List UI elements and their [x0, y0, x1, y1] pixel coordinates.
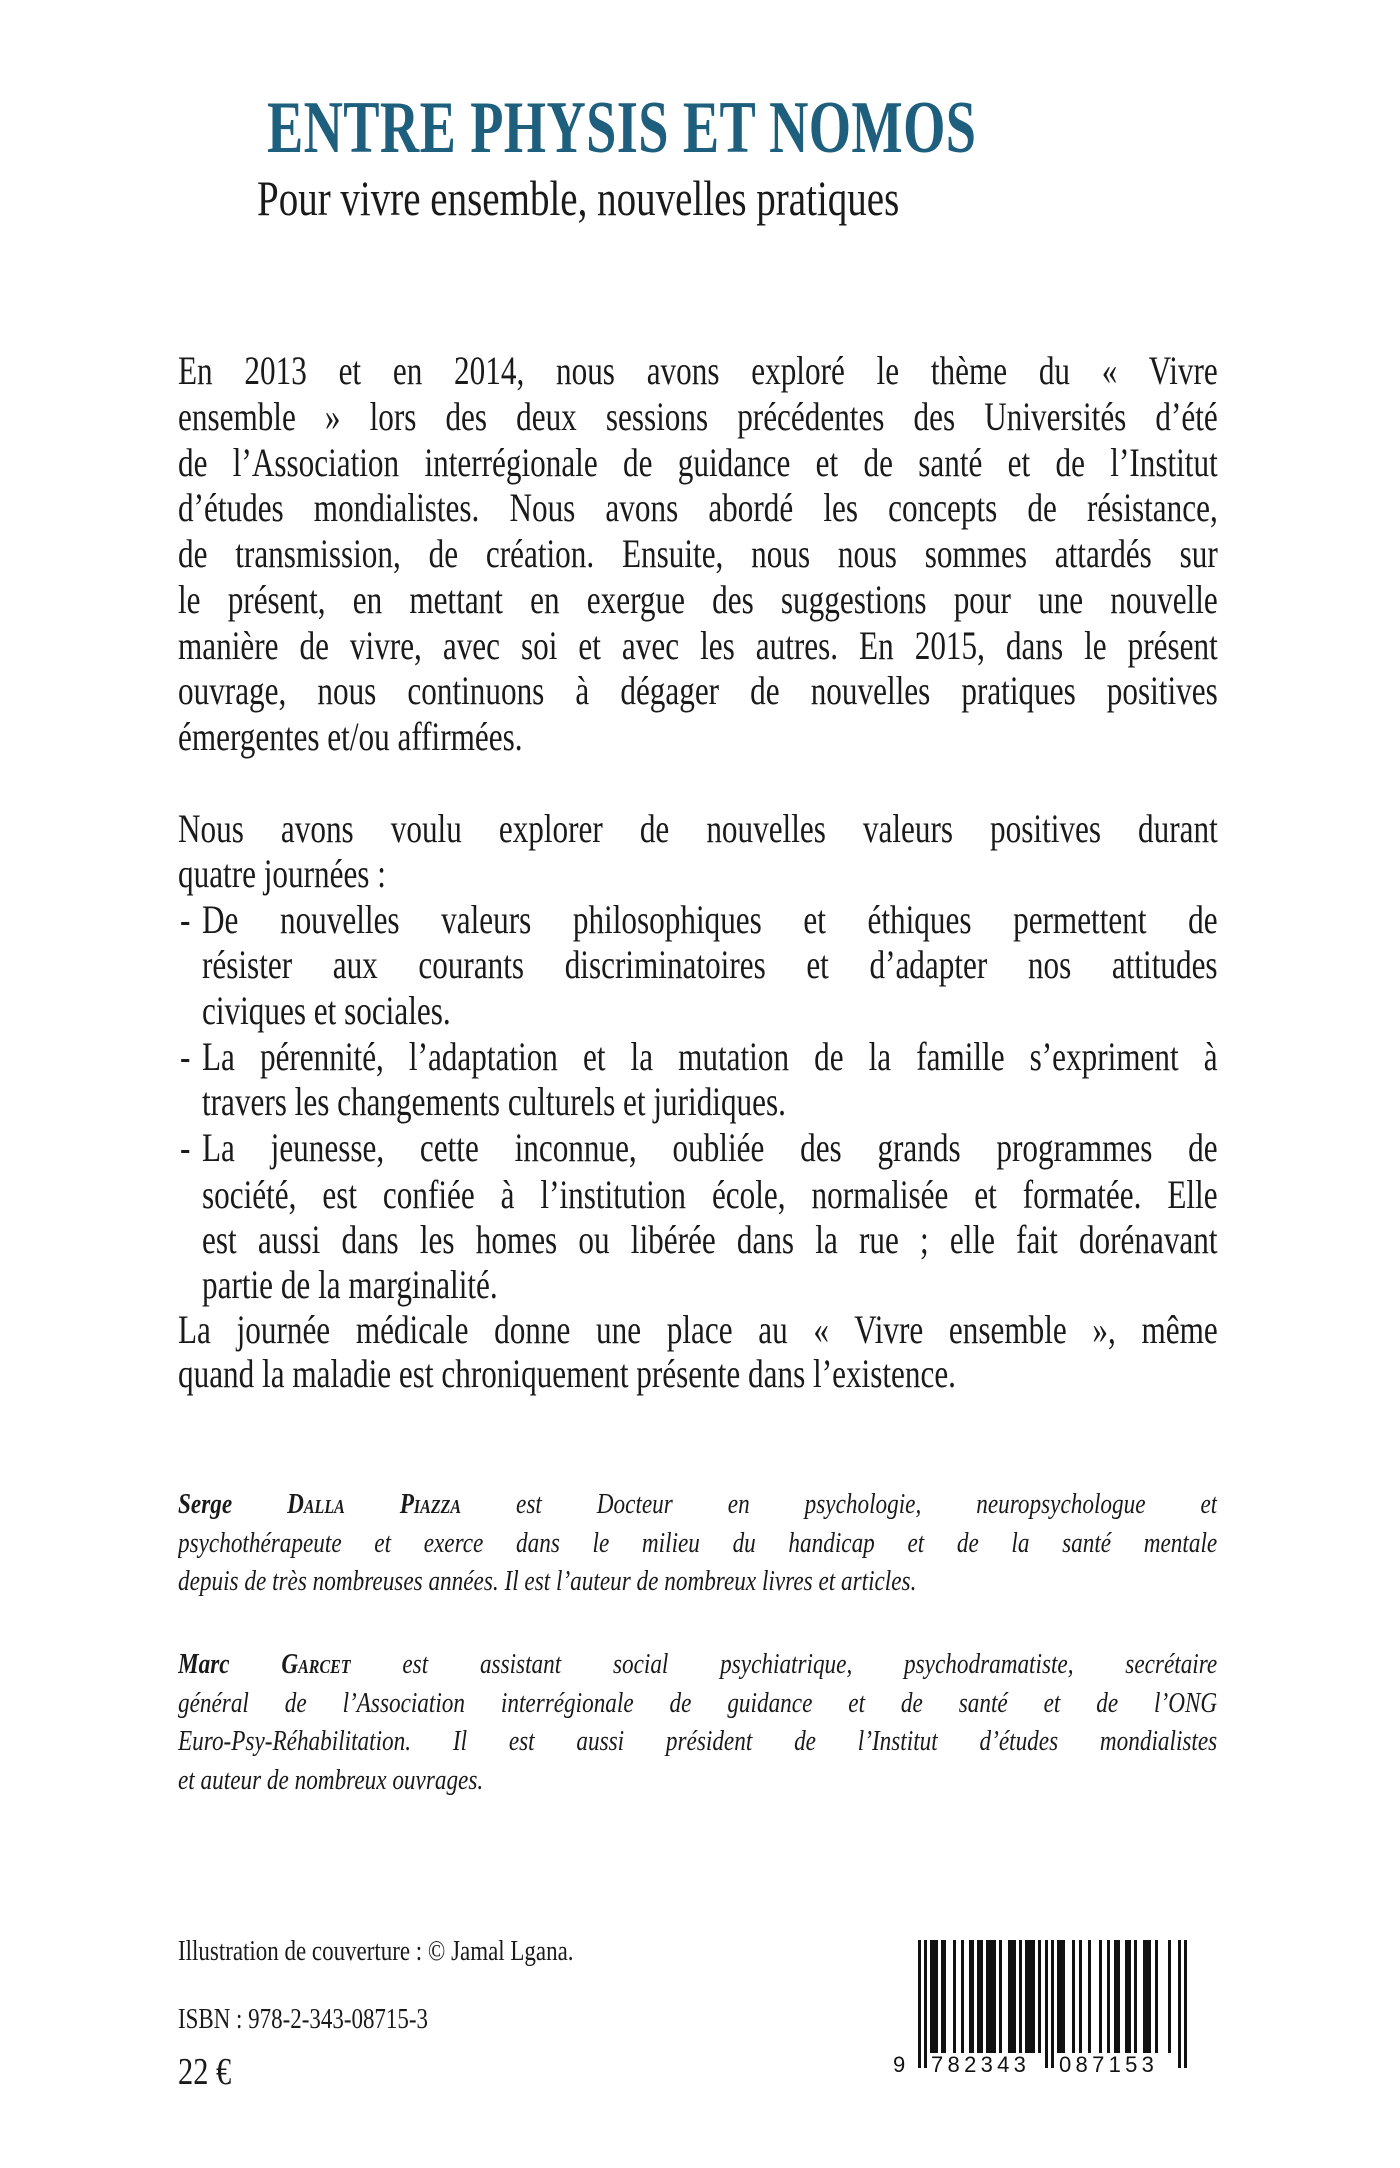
list-item-line: civiques et sociales. — [202, 988, 451, 1033]
author-last-name: Dalla Piazza — [287, 1488, 462, 1520]
list-item-line: travers les changements culturels et juridiques. — [202, 1079, 786, 1124]
paragraph-line: le présent, en mettant en exergue des suggestions pour une nouvelle — [178, 577, 1218, 622]
author-last-name: Garcet — [281, 1648, 351, 1680]
list-item-line: société, est confiée à l’institution école, normalisée et formatée. Elle — [202, 1172, 1218, 1217]
list-item-line: De nouvelles valeurs philosophiques et éthiques permettent de — [202, 897, 1218, 942]
author-bio-line — [178, 1645, 1217, 1683]
author-bio-text: est Docteur en psychologie, neuropsychologue et — [516, 1488, 1218, 1520]
author-bio-line: psychothérapeute et exerce dans le milieu du handicap et de la santé mentale — [178, 1527, 1218, 1559]
barcode-digit-first: 9 — [893, 2052, 906, 2077]
paragraph-line: émergentes et/ou affirmées. — [178, 714, 523, 759]
list-item-line: partie de la marginalité. — [202, 1262, 498, 1307]
list-dash: - — [180, 897, 191, 942]
list-item-line: est aussi dans les homes ou libérée dans la rue ; elle fait dorénavant — [202, 1217, 1218, 1262]
list-item-line: La jeunesse, cette inconnue, oubliée des grands programmes de — [202, 1125, 1218, 1170]
book-subtitle: Pour vivre ensemble, nouvelles pratiques — [257, 170, 900, 226]
paragraph-line: Nous avons voulu explorer de nouvelles valeurs positives durant — [178, 806, 1218, 851]
list-item-line: La pérennité, l’adaptation et la mutation de la famille s’expriment à — [202, 1034, 1218, 1079]
author-bio-line: général de l’Association interrégionale de guidance et de santé et de l’ONG — [178, 1687, 1218, 1719]
list-dash: - — [180, 1034, 191, 1079]
author-bio-line: depuis de très nombreuses années. Il est l’auteur de nombreux livres et articles. — [178, 1565, 917, 1597]
paragraph-line: manière de vivre, avec soi et avec les autres. En 2015, dans le présent — [178, 623, 1218, 668]
author-bio-line: et auteur de nombreux ouvrages. — [178, 1764, 484, 1796]
paragraph-line: de transmission, de création. Ensuite, nous nous sommes attardés sur — [178, 531, 1218, 576]
isbn: ISBN : 978-2-343-08715-3 — [178, 2004, 428, 2035]
author-first-name: Serge — [178, 1488, 233, 1520]
price: 22 € — [178, 2051, 232, 2093]
paragraph-line: En 2013 et en 2014, nous avons exploré le thème du « Vivre — [178, 348, 1218, 393]
isbn-barcode — [893, 1940, 1203, 2090]
paragraph-line: ouvrage, nous continuons à dégager de nouvelles pratiques positives — [178, 668, 1218, 713]
paragraph-line: de l’Association interrégionale de guidance et de santé et de l’Institut — [178, 440, 1218, 485]
author-bio-text: est assistant social psychiatrique, psychodramatiste, secrétaire — [402, 1648, 1218, 1680]
illustration-credit: Illustration de couverture : © Jamal Lgana. — [178, 1936, 574, 1967]
list-item-line: résister aux courants discriminatoires et d’adapter nos attitudes — [202, 942, 1218, 987]
author-bio-line — [178, 1485, 1217, 1523]
book-title: ENTRE PHYSIS ET NOMOS — [267, 87, 977, 169]
paragraph-line: quand la maladie est chroniquement présente dans l’existence. — [178, 1351, 956, 1396]
paragraph-line: ensemble » lors des deux sessions précédentes des Universités d’été — [178, 394, 1218, 439]
author-bio-line: Euro-Psy-Réhabilitation. Il est aussi président de l’Institut d’études mondialistes — [178, 1725, 1218, 1757]
author-first-name: Marc — [178, 1648, 230, 1680]
barcode-digits-left: 782343 — [931, 2052, 1031, 2077]
paragraph-line: La journée médicale donne une place au « Vivre ensemble », même — [178, 1307, 1218, 1352]
paragraph-line: d’études mondialistes. Nous avons abordé les concepts de résistance, — [178, 485, 1218, 530]
list-dash: - — [180, 1125, 191, 1170]
barcode-digits-right: 087153 — [1059, 2052, 1159, 2077]
paragraph-line: quatre journées : — [178, 851, 386, 896]
